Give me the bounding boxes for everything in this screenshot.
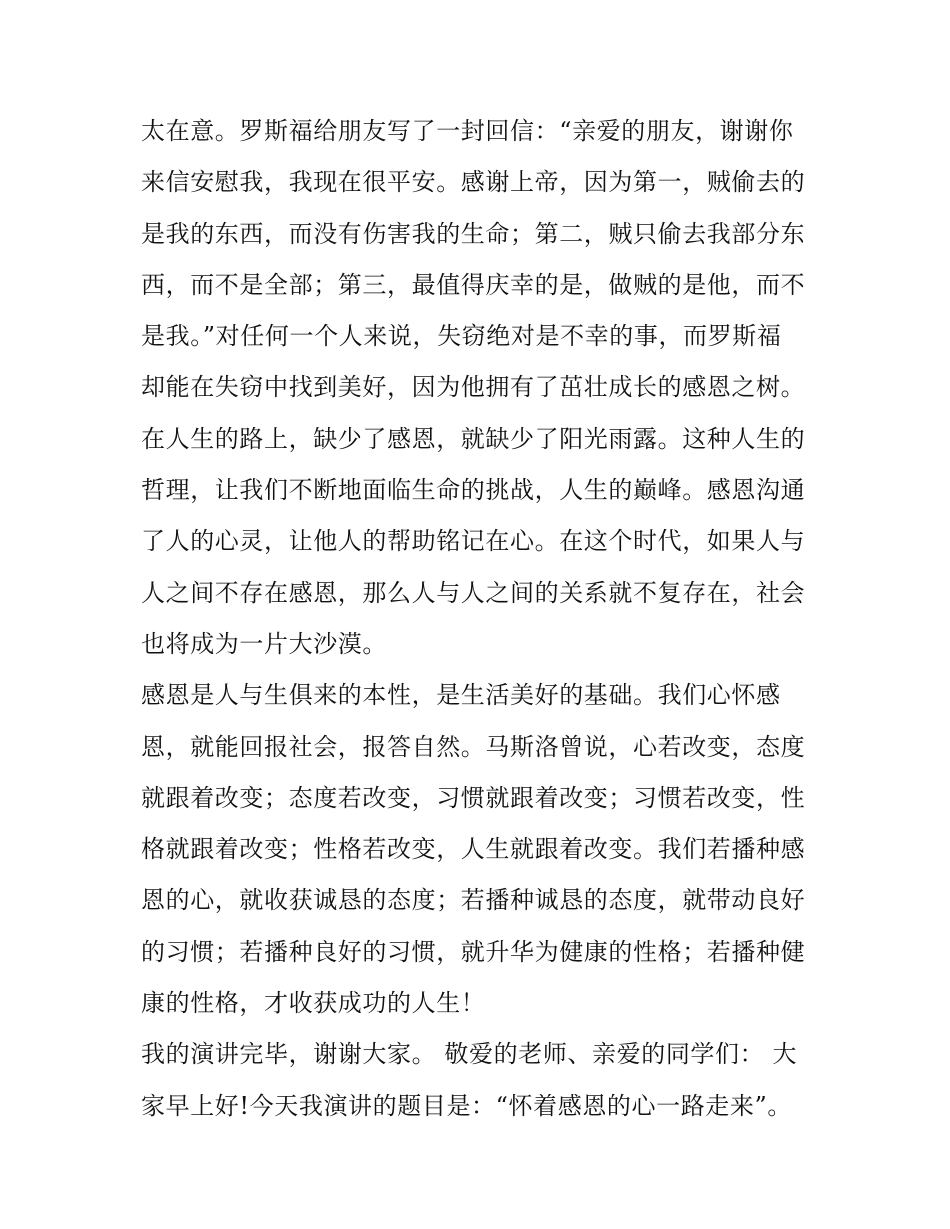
text-line: 恩，就能回报社会，报答自然。马斯洛曾说，心若改变，态度 xyxy=(141,732,806,761)
speech-text xyxy=(141,106,821,1132)
text-line: 格就跟着改变；性格若改变，人生就跟着改变。我们若播种感 xyxy=(141,835,806,864)
text-line: 西，而不是全部；第三，最值得庆幸的是，做贼的是他，而不 xyxy=(141,270,806,299)
text-line: 家早上好!今天我演讲的题目是：“怀着感恩的心一路走来”。 xyxy=(141,1091,792,1120)
text-line: 就跟着改变；态度若改变，习惯就跟着改变；习惯若改变，性 xyxy=(141,783,806,812)
text-line: 人之间不存在感恩，那么人与人之间的关系就不复存在，社会 xyxy=(141,578,806,607)
text-line: 太在意。罗斯福给朋友写了一封回信：“亲爱的朋友，谢谢你 xyxy=(141,117,794,145)
text-line: 哲理，让我们不断地面临生命的挑战，人生的巅峰。感恩沟通 xyxy=(141,476,806,505)
text-line: 却能在失窃中找到美好，因为他拥有了茁壮成长的感恩之树。 xyxy=(141,373,806,402)
text-line: 了人的心灵，让他人的帮助铭记在心。在这个时代，如果人与 xyxy=(141,527,806,556)
text-line: 在人生的路上，缺少了感恩，就缺少了阳光雨露。这种人生的 xyxy=(141,424,806,453)
text-line: 是我的东西，而没有伤害我的生命；第二，贼只偷去我部分东 xyxy=(141,219,806,248)
text-line: 康的性格，才收获成功的人生！ xyxy=(141,989,486,1018)
text-line: 感恩是人与生俱来的本性，是生活美好的基础。我们心怀感 xyxy=(141,681,781,710)
text-line: 是我。”对任何一个人来说，失窃绝对是不幸的事，而罗斯福 xyxy=(141,322,782,351)
text-line: 恩的心，就收获诚恳的态度；若播种诚恳的态度，就带动良好 xyxy=(141,886,806,915)
text-line: 也将成为一片大沙漠。 xyxy=(141,629,387,658)
text-line: 我的演讲完毕，谢谢大家。 敬爱的老师、亲爱的同学们： 大 xyxy=(141,1040,798,1069)
text-line: 的习惯；若播种良好的习惯，就升华为健康的性格；若播种健 xyxy=(141,937,806,966)
text-line: 来信安慰我，我现在很平安。感谢上帝，因为第一，贼偷去的 xyxy=(141,168,806,197)
